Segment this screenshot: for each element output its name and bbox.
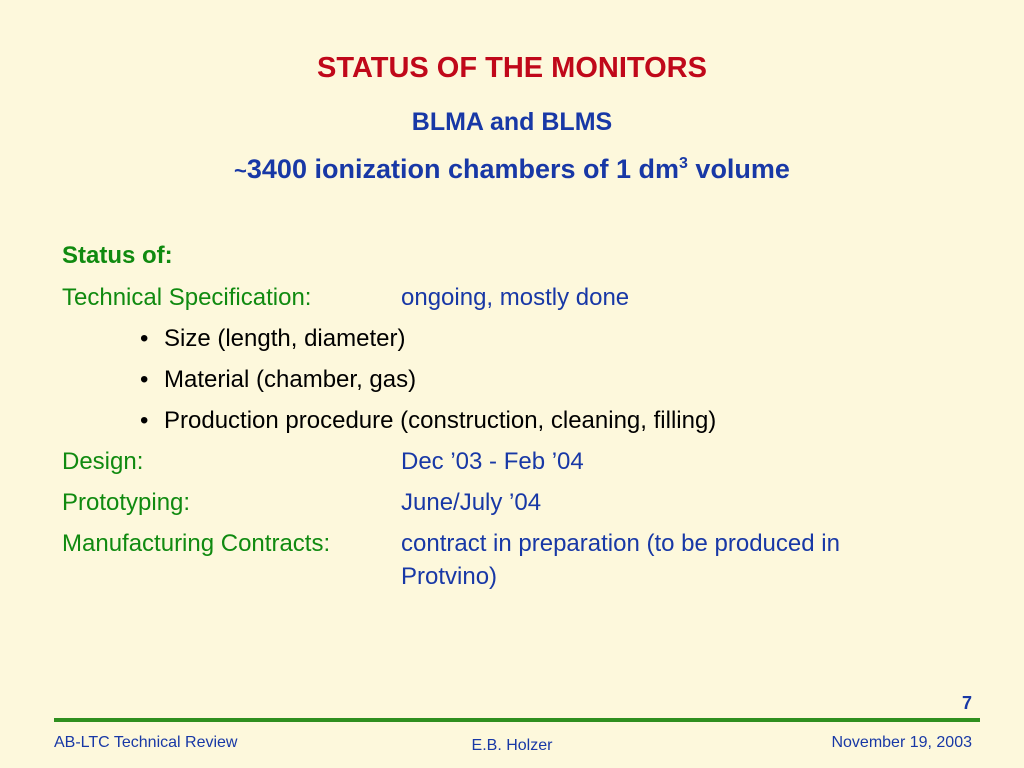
row-value-manufacturing-contracts: contract in preparation (to be produced in — [401, 530, 840, 557]
row-value-design: Dec ’03 - Feb ’04 — [401, 448, 584, 475]
bullet-text: Production procedure (construction, cleaning, filling) — [164, 407, 717, 434]
footer-divider — [54, 718, 980, 722]
row-value-technical-specification: ongoing, mostly done — [401, 284, 630, 311]
bullet-text: Material (chamber, gas) — [164, 366, 417, 393]
bullet-item — [140, 325, 405, 353]
tilde-symbol: ~ — [234, 158, 247, 183]
bullet-item — [140, 366, 416, 394]
footer-author: E.B. Holzer — [471, 737, 553, 754]
row-label-manufacturing-contracts: Manufacturing Contracts: — [62, 530, 331, 557]
volume-suffix: volume — [687, 154, 790, 184]
bullet-dot: • — [140, 366, 149, 393]
bullet-text: Size (length, diameter) — [164, 325, 406, 352]
volume-exponent: 3 — [679, 155, 688, 172]
page-number: 7 — [961, 693, 972, 713]
chambers-text: 3400 ionization chambers of 1 dm — [246, 154, 680, 184]
bullet-item — [140, 407, 716, 435]
row-value-prototyping: June/July ’04 — [401, 489, 542, 516]
row-label-design: Design: — [62, 448, 144, 475]
row-value-manufacturing-contracts-continued: Protvino) — [401, 563, 498, 590]
slide-subtitle-chambers — [0, 154, 1024, 185]
slide-subtitle: BLMA and BLMS — [411, 108, 613, 136]
row-label-prototyping: Prototyping: — [62, 489, 191, 516]
row-label-technical-specification: Technical Specification: — [62, 284, 312, 311]
slide-title: STATUS OF THE MONITORS — [317, 52, 707, 84]
bullet-dot: • — [140, 325, 149, 352]
footer-event: AB-LTC Technical Review — [54, 734, 238, 751]
bullet-dot: • — [140, 407, 149, 434]
footer-date: November 19, 2003 — [831, 734, 972, 751]
status-heading: Status of: — [62, 242, 173, 269]
